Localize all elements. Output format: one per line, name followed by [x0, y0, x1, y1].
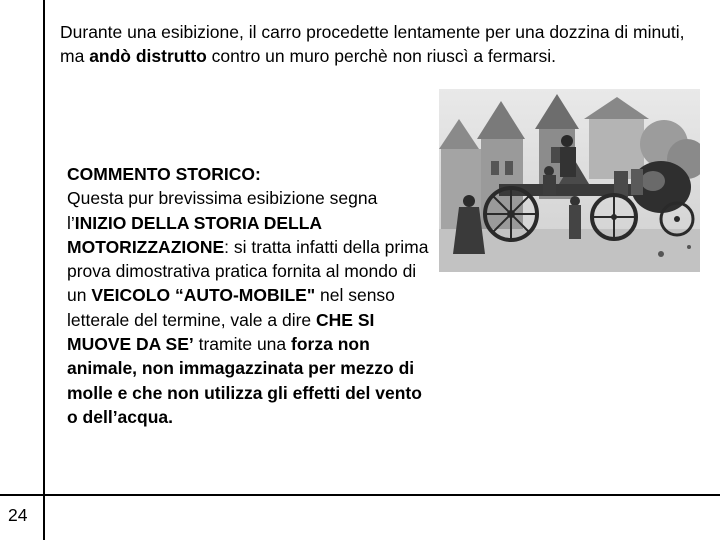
comment-text-1: Questa pur brevissima esibizione segna l’	[67, 188, 378, 233]
historical-comment	[67, 162, 437, 429]
comment-text-2: : si tratta infatti della prima prova dimostrativa pratica fornita al mondo di un	[67, 236, 429, 306]
comment-bold-2: VEICOLO “AUTO-MOBILE"	[91, 285, 316, 306]
comment-title: COMMENTO STORICO:	[67, 164, 261, 184]
illustration	[439, 89, 700, 272]
comment-text-3: nel senso letterale del termine, vale a dire	[67, 285, 395, 330]
intro-text-1: Durante una esibizione, il carro procedette lentamente per una dozzina di minuti, ma	[60, 22, 685, 66]
intro-paragraph	[60, 20, 700, 68]
page-number: 24	[8, 505, 28, 525]
comment-bold-3: CHE SI MUOVE DA SE’	[67, 309, 375, 355]
comment-bold-4: forza non animale, non immagazzinata per mezzo di molle e che non utilizza gli effetti del vento o dell’acqua.	[67, 334, 422, 427]
comment-bold-1: INIZIO DELLA STORIA DELLA MOTORIZZAZIONE	[67, 212, 322, 257]
horizontal-rule	[0, 494, 720, 496]
intro-bold: andò distrutto	[89, 46, 207, 66]
vertical-rule	[43, 0, 45, 540]
comment-text-4: tramite una	[193, 334, 292, 355]
intro-text-2: contro un muro perchè non riuscì a fermarsi.	[206, 46, 556, 66]
steam-carriage-engraving-icon	[439, 89, 700, 272]
